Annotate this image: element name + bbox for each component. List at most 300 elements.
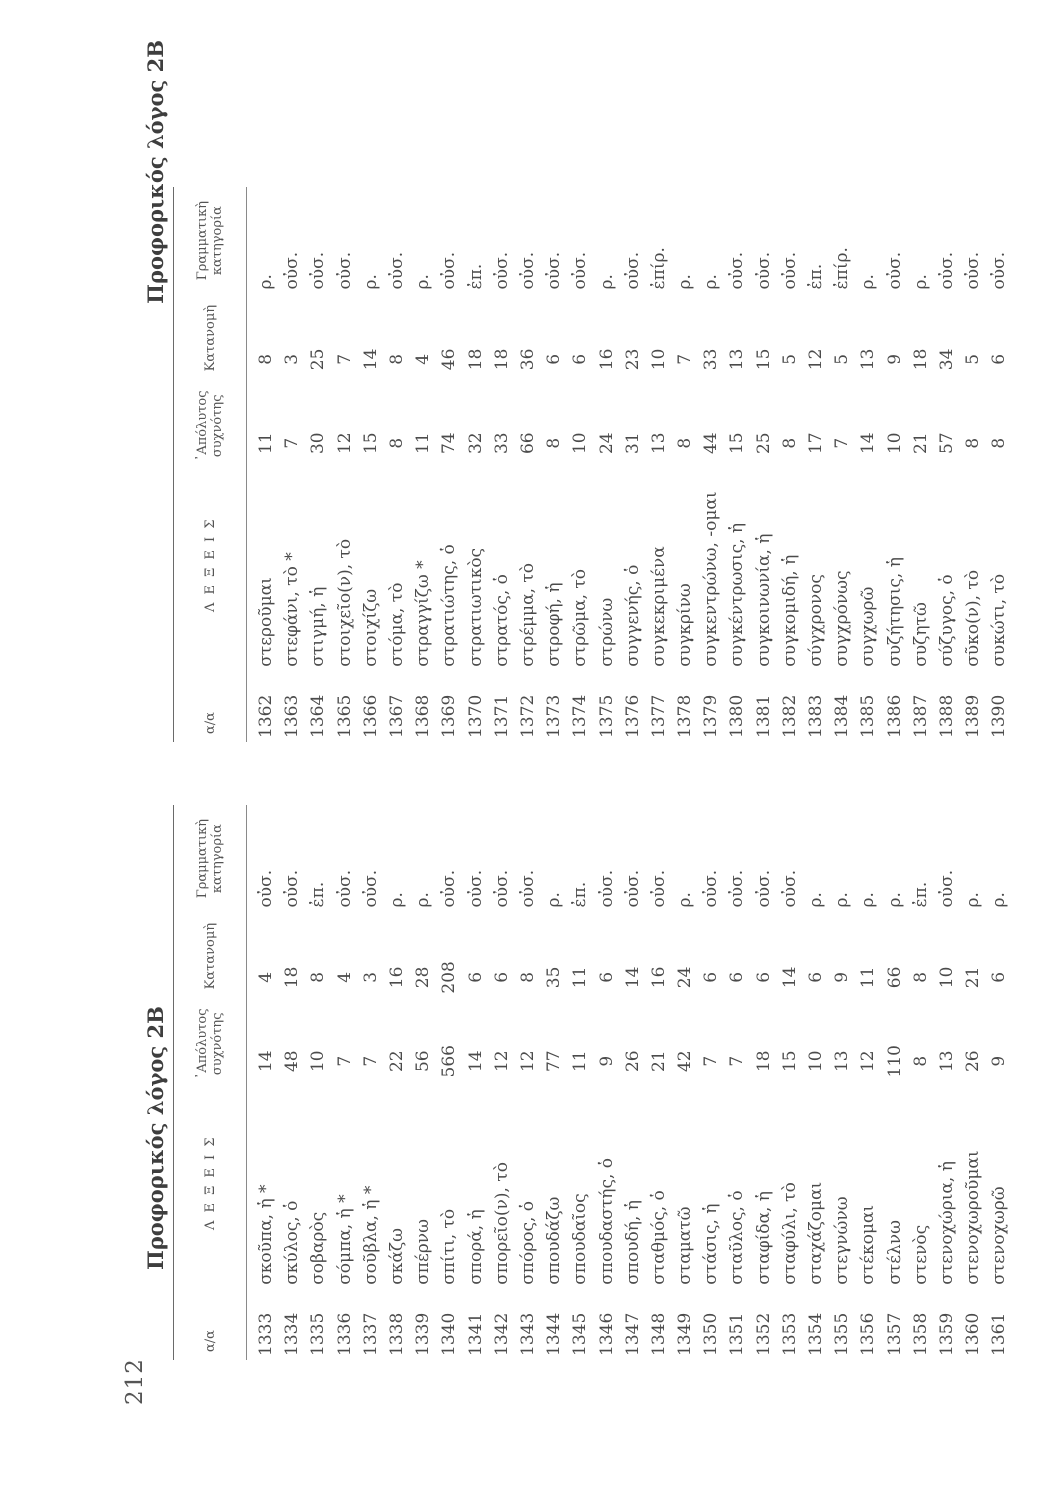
entry-category: ρ. xyxy=(675,892,696,908)
entry-frequency: 30 xyxy=(308,432,329,455)
entry-number: 1390 xyxy=(989,694,1010,738)
entry-distribution: 6 xyxy=(753,971,774,983)
table-row xyxy=(279,187,305,742)
entry-distribution: 5 xyxy=(832,353,853,365)
entry-frequency: 21 xyxy=(648,1050,669,1073)
entry-number: 1377 xyxy=(648,694,669,738)
header-freq-line2: συχνότης xyxy=(210,394,225,458)
entry-distribution: 3 xyxy=(360,971,381,983)
entry-number: 1350 xyxy=(701,1312,722,1356)
table-row xyxy=(489,805,515,1360)
entry-word: σύγχρονος xyxy=(806,574,827,667)
table-row xyxy=(855,187,881,742)
table-row xyxy=(436,187,462,742)
entry-word: σταῦλος, ὁ xyxy=(727,1190,748,1285)
table-row xyxy=(541,187,567,742)
entry-category: ἐπ. xyxy=(570,881,591,908)
entry-distribution: 25 xyxy=(308,348,329,371)
entry-distribution: 66 xyxy=(884,966,905,989)
entry-word: στραγγίζω * xyxy=(413,560,434,667)
entry-word: σπουδαῖος xyxy=(570,1193,591,1285)
table-row xyxy=(253,187,279,742)
entry-distribution: 46 xyxy=(439,348,460,371)
table-row xyxy=(410,805,436,1360)
entry-category: οὐσ. xyxy=(727,869,748,908)
entry-word: σπίτι, τὸ xyxy=(439,1208,460,1285)
entry-category: ρ. xyxy=(413,274,434,290)
entry-distribution: 16 xyxy=(648,966,669,989)
entry-category: οὐσ. xyxy=(779,251,800,290)
entry-category: οὐσ. xyxy=(282,251,303,290)
entry-frequency: 24 xyxy=(596,432,617,455)
entry-number: 1382 xyxy=(779,694,800,738)
entry-word: σόμπα, ἡ * xyxy=(334,1194,355,1285)
entry-word: στενοχώρια, ἡ xyxy=(936,1161,957,1285)
entry-word: στεφάνι, τὸ * xyxy=(282,552,303,667)
entry-category: ρ. xyxy=(910,274,931,290)
entry-distribution: 33 xyxy=(701,348,722,371)
entry-frequency: 9 xyxy=(989,1055,1010,1067)
entry-number: 1355 xyxy=(832,1312,853,1356)
entry-word: σταχάζομαι xyxy=(806,1181,827,1285)
entry-number: 1333 xyxy=(256,1312,277,1356)
word-table-right xyxy=(173,187,1012,742)
table-rows-left xyxy=(253,805,1012,1360)
entry-frequency: 66 xyxy=(517,432,538,455)
entry-number: 1337 xyxy=(360,1312,381,1356)
entry-word: συγκομιδή, ἡ xyxy=(779,554,800,667)
entry-number: 1375 xyxy=(596,694,617,738)
entry-word: σπουδαστής, ὁ xyxy=(596,1157,617,1285)
entry-number: 1338 xyxy=(387,1312,408,1356)
table-row xyxy=(960,805,986,1360)
table-header xyxy=(174,187,246,742)
header-freq-line2: συχνότης xyxy=(210,1012,225,1076)
entry-distribution: 5 xyxy=(963,353,984,365)
entry-distribution: 36 xyxy=(517,348,538,371)
table-row xyxy=(384,805,410,1360)
entry-distribution: 5 xyxy=(779,353,800,365)
entry-category: ρ. xyxy=(832,892,853,908)
entry-category: οὐσ. xyxy=(282,869,303,908)
entry-frequency: 22 xyxy=(387,1050,408,1073)
entry-category: ἐπ. xyxy=(910,881,931,908)
entry-number: 1374 xyxy=(570,694,591,738)
table-row xyxy=(515,187,541,742)
entry-distribution: 13 xyxy=(858,348,879,371)
table-row xyxy=(515,805,541,1360)
entry-number: 1361 xyxy=(989,1312,1010,1356)
table-row xyxy=(698,187,724,742)
entry-distribution: 35 xyxy=(544,966,565,989)
table-row xyxy=(829,187,855,742)
entry-word: σταφίδα, ἡ xyxy=(753,1191,774,1285)
entry-distribution: 4 xyxy=(413,353,434,365)
entry-frequency: 10 xyxy=(884,432,905,455)
running-title-right: Προφορικός λόγος 2Β xyxy=(143,40,168,304)
entry-word: στροφή, ἡ xyxy=(544,582,565,667)
entry-distribution: 23 xyxy=(622,348,643,371)
entry-category: οὐσ. xyxy=(570,251,591,290)
entry-number: 1345 xyxy=(570,1312,591,1356)
entry-frequency: 13 xyxy=(648,432,669,455)
table-row xyxy=(724,187,750,742)
entry-frequency: 10 xyxy=(806,1050,827,1073)
entry-number: 1360 xyxy=(963,1312,984,1356)
entry-distribution: 7 xyxy=(334,353,355,365)
table-row xyxy=(882,805,908,1360)
entry-word: σκάζω xyxy=(387,1228,408,1285)
entry-number: 1373 xyxy=(544,694,565,738)
table-row xyxy=(593,187,619,742)
entry-word: σύζυγος, ὁ xyxy=(936,574,957,667)
header-num: α/α xyxy=(202,1330,218,1352)
entry-number: 1387 xyxy=(910,694,931,738)
entry-distribution: 8 xyxy=(910,971,931,983)
table-row xyxy=(777,805,803,1360)
entry-number: 1346 xyxy=(596,1312,617,1356)
entry-category: οὐσ. xyxy=(544,251,565,290)
header-dist: Κατανομὴ xyxy=(202,304,218,372)
entry-frequency: 31 xyxy=(622,432,643,455)
entry-number: 1344 xyxy=(544,1312,565,1356)
entry-frequency: 12 xyxy=(858,1050,879,1073)
entry-category: ἐπ. xyxy=(308,881,329,908)
entry-frequency: 74 xyxy=(439,432,460,455)
entry-distribution: 6 xyxy=(701,971,722,983)
entry-frequency: 7 xyxy=(727,1055,748,1067)
entry-number: 1343 xyxy=(517,1312,538,1356)
header-freq xyxy=(195,382,225,470)
entry-number: 1381 xyxy=(753,694,774,738)
entry-frequency: 110 xyxy=(884,1045,905,1078)
header-cat xyxy=(195,805,225,912)
word-table-left xyxy=(173,805,1012,1360)
entry-word: στοιχεῖο(ν), τὸ xyxy=(334,538,355,667)
table-row xyxy=(436,805,462,1360)
entry-number: 1380 xyxy=(727,694,748,738)
entry-category: οὐσ. xyxy=(334,869,355,908)
entry-distribution: 4 xyxy=(334,971,355,983)
entry-number: 1366 xyxy=(360,694,381,738)
entry-frequency: 42 xyxy=(675,1050,696,1073)
entry-word: σταφύλι, τὸ xyxy=(779,1182,800,1285)
entry-word: στέλνω xyxy=(884,1220,905,1285)
entry-distribution: 14 xyxy=(622,966,643,989)
entry-word: στοιχίζω xyxy=(360,588,381,667)
entry-distribution: 18 xyxy=(282,966,303,989)
entry-number: 1348 xyxy=(648,1312,669,1356)
entry-category: ρ. xyxy=(884,892,905,908)
entry-frequency: 7 xyxy=(832,437,853,449)
entry-distribution: 34 xyxy=(936,348,957,371)
entry-distribution: 6 xyxy=(806,971,827,983)
entry-category: οὐσ. xyxy=(360,869,381,908)
entry-word: στρῶμα, τὸ xyxy=(570,568,591,667)
entry-distribution: 11 xyxy=(570,966,591,989)
entry-number: 1349 xyxy=(675,1312,696,1356)
entry-category: ρ. xyxy=(806,892,827,908)
entry-frequency: 33 xyxy=(491,432,512,455)
entry-word: συγκεκριμένα xyxy=(648,546,669,667)
table-row xyxy=(463,805,489,1360)
header-cat-line1: Γραμματικὴ xyxy=(195,818,210,899)
entry-number: 1358 xyxy=(910,1312,931,1356)
entry-distribution: 6 xyxy=(570,353,591,365)
entry-frequency: 32 xyxy=(465,432,486,455)
table-row xyxy=(882,187,908,742)
entry-number: 1386 xyxy=(884,694,905,738)
entry-number: 1379 xyxy=(701,694,722,738)
entry-number: 1372 xyxy=(517,694,538,738)
entry-frequency: 8 xyxy=(910,1055,931,1067)
table-row xyxy=(410,187,436,742)
entry-category: οὐσ. xyxy=(622,869,643,908)
entry-word: συγχρόνως xyxy=(832,570,853,667)
entry-distribution: 9 xyxy=(832,971,853,983)
table-row xyxy=(986,187,1012,742)
table-row xyxy=(567,187,593,742)
entry-number: 1378 xyxy=(675,694,696,738)
table-row xyxy=(803,805,829,1360)
entry-category: οὐσ. xyxy=(779,869,800,908)
header-num: α/α xyxy=(202,712,218,734)
entry-category: ρ. xyxy=(387,892,408,908)
entry-word: στάσις, ἡ xyxy=(701,1203,722,1285)
entry-word: σοῦβλα, ἡ * xyxy=(360,1185,381,1285)
table-row xyxy=(567,805,593,1360)
header-rule xyxy=(246,187,247,742)
table-row xyxy=(332,187,358,742)
table-rows-right xyxy=(253,187,1012,742)
entry-frequency: 566 xyxy=(439,1045,460,1078)
table-row xyxy=(463,187,489,742)
entry-frequency: 7 xyxy=(701,1055,722,1067)
table-row xyxy=(384,187,410,742)
entry-number: 1362 xyxy=(256,694,277,738)
table-row xyxy=(698,805,724,1360)
entry-category: οὐσ. xyxy=(753,869,774,908)
entry-category: ρ. xyxy=(675,274,696,290)
entry-category: ρ. xyxy=(701,274,722,290)
entry-distribution: 28 xyxy=(413,966,434,989)
entry-word: στόμα, τὸ xyxy=(387,582,408,667)
entry-number: 1363 xyxy=(282,694,303,738)
table-row xyxy=(672,805,698,1360)
entry-category: οὐσ. xyxy=(884,251,905,290)
entry-category: οὐσ. xyxy=(491,251,512,290)
entry-word: σταματῶ xyxy=(675,1206,696,1285)
entry-word: στρατός, ὁ xyxy=(491,574,512,667)
entry-word: στεγνώνω xyxy=(832,1196,853,1285)
entry-category: ἐπίρ. xyxy=(648,247,669,290)
table-row xyxy=(305,805,331,1360)
entry-frequency: 11 xyxy=(413,432,434,455)
entry-number: 1376 xyxy=(622,694,643,738)
entry-frequency: 8 xyxy=(779,437,800,449)
entry-frequency: 21 xyxy=(910,432,931,455)
table-row xyxy=(855,805,881,1360)
entry-distribution: 6 xyxy=(596,971,617,983)
entry-word: συγγενής, ὁ xyxy=(622,564,643,667)
table-row xyxy=(646,187,672,742)
entry-category: ρ. xyxy=(544,892,565,908)
entry-category: ἐπ. xyxy=(465,263,486,290)
entry-frequency: 14 xyxy=(256,1050,277,1073)
entry-word: συγκοινωνία, ἡ xyxy=(753,533,774,667)
entry-distribution: 18 xyxy=(491,348,512,371)
entry-category: οὐσ. xyxy=(256,869,277,908)
entry-distribution: 21 xyxy=(963,966,984,989)
entry-distribution: 18 xyxy=(910,348,931,371)
entry-word: συζητῶ xyxy=(910,602,931,667)
entry-category: οὐσ. xyxy=(648,869,669,908)
entry-distribution: 6 xyxy=(544,353,565,365)
table-row xyxy=(934,187,960,742)
table-row xyxy=(620,187,646,742)
entry-category: οὐσ. xyxy=(727,251,748,290)
table-row xyxy=(541,805,567,1360)
entry-distribution: 12 xyxy=(806,348,827,371)
entry-number: 1347 xyxy=(622,1312,643,1356)
entry-number: 1383 xyxy=(806,694,827,738)
entry-distribution: 14 xyxy=(779,966,800,989)
header-freq-line1: ᾿Απόλυτος xyxy=(195,1008,210,1080)
entry-frequency: 7 xyxy=(360,1055,381,1067)
entry-category: οὐσ. xyxy=(517,869,538,908)
entry-category: οὐσ. xyxy=(596,869,617,908)
entry-number: 1356 xyxy=(858,1312,879,1356)
entry-word: σπόρος, ὁ xyxy=(517,1200,538,1285)
entry-distribution: 208 xyxy=(439,961,460,994)
entry-category: ρ. xyxy=(858,274,879,290)
table-row xyxy=(305,187,331,742)
table-row xyxy=(593,805,619,1360)
entry-word: σπουδάζω xyxy=(544,1196,565,1285)
entry-category: οὐσ. xyxy=(936,869,957,908)
entry-word: στρατιωτικὸς xyxy=(465,547,486,667)
entry-word: σταθμός, ὁ xyxy=(648,1190,669,1285)
entry-word: στενοχωροῦμαι xyxy=(963,1150,984,1285)
entry-category: οὐσ. xyxy=(936,251,957,290)
header-dist: Κατανομὴ xyxy=(202,922,218,990)
entry-word: στενὸς xyxy=(910,1224,931,1285)
entry-category: ρ. xyxy=(963,892,984,908)
table-row xyxy=(803,187,829,742)
table-row xyxy=(279,805,305,1360)
entry-category: οὐσ. xyxy=(989,251,1010,290)
entry-frequency: 8 xyxy=(963,437,984,449)
entry-number: 1352 xyxy=(753,1312,774,1356)
header-cat xyxy=(195,187,225,294)
entry-word: σπέρνω xyxy=(413,1219,434,1285)
entry-frequency: 25 xyxy=(753,432,774,455)
entry-word: στρέμμα, τὸ xyxy=(517,562,538,667)
entry-category: οὐσ. xyxy=(465,869,486,908)
entry-category: ρ. xyxy=(256,274,277,290)
table-row xyxy=(489,187,515,742)
entry-distribution: 18 xyxy=(465,348,486,371)
table-row xyxy=(358,805,384,1360)
entry-word: στρατιώτης, ὁ xyxy=(439,544,460,667)
entry-distribution: 15 xyxy=(753,348,774,371)
entry-distribution: 24 xyxy=(675,966,696,989)
entry-frequency: 77 xyxy=(544,1050,565,1073)
table-row xyxy=(829,805,855,1360)
entry-word: στέκομαι xyxy=(858,1204,879,1285)
entry-frequency: 10 xyxy=(570,432,591,455)
table-row xyxy=(751,805,777,1360)
entry-frequency: 14 xyxy=(465,1050,486,1073)
table-row xyxy=(724,805,750,1360)
entry-word: σοβαρὸς xyxy=(308,1211,329,1285)
entry-word: σκοῦπα, ἡ * xyxy=(256,1184,277,1285)
entry-category: οὐσ. xyxy=(439,251,460,290)
entry-word: συγκρίνω xyxy=(675,583,696,667)
entry-distribution: 16 xyxy=(387,966,408,989)
entry-number: 1385 xyxy=(858,694,879,738)
entry-number: 1351 xyxy=(727,1312,748,1356)
table-row xyxy=(960,187,986,742)
table-row xyxy=(934,805,960,1360)
entry-frequency: 15 xyxy=(779,1050,800,1073)
entry-frequency: 7 xyxy=(282,437,303,449)
header-freq-line1: ᾿Απόλυτος xyxy=(195,390,210,462)
entry-category: ρ. xyxy=(989,892,1010,908)
entry-category: οὐσ. xyxy=(701,869,722,908)
table-row xyxy=(777,187,803,742)
entry-distribution: 13 xyxy=(727,348,748,371)
entry-category: ρ. xyxy=(413,892,434,908)
table-row xyxy=(358,187,384,742)
entry-frequency: 15 xyxy=(360,432,381,455)
entry-number: 1341 xyxy=(465,1312,486,1356)
entry-distribution: 8 xyxy=(256,353,277,365)
entry-frequency: 11 xyxy=(570,1050,591,1073)
entry-frequency: 7 xyxy=(334,1055,355,1067)
entry-frequency: 56 xyxy=(413,1050,434,1073)
entry-frequency: 9 xyxy=(596,1055,617,1067)
entry-number: 1364 xyxy=(308,694,329,738)
entry-category: ρ. xyxy=(360,274,381,290)
header-cat-line1: Γραμματικὴ xyxy=(195,200,210,281)
entry-word: συγκεντρώνω, -ομαι xyxy=(701,491,722,667)
entry-number: 1371 xyxy=(491,694,512,738)
entry-distribution: 10 xyxy=(648,348,669,371)
entry-word: στιγμή, ἡ xyxy=(308,586,329,667)
entry-distribution: 11 xyxy=(858,966,879,989)
entry-number: 1367 xyxy=(387,694,408,738)
entry-category: οὐσ. xyxy=(491,869,512,908)
entry-category: οὐσ. xyxy=(622,251,643,290)
entry-category: ρ. xyxy=(596,274,617,290)
entry-number: 1384 xyxy=(832,694,853,738)
entry-word: συκώτι, τὸ xyxy=(989,573,1010,667)
entry-frequency: 11 xyxy=(256,432,277,455)
header-word: Λ Ε Ξ Ε Ι Σ xyxy=(202,1135,218,1230)
entry-distribution: 6 xyxy=(491,971,512,983)
entry-frequency: 48 xyxy=(282,1050,303,1073)
entry-frequency: 12 xyxy=(491,1050,512,1073)
entry-category: οὐσ. xyxy=(963,251,984,290)
entry-distribution: 6 xyxy=(989,353,1010,365)
entry-frequency: 10 xyxy=(308,1050,329,1073)
entry-distribution: 10 xyxy=(936,966,957,989)
table-row xyxy=(986,805,1012,1360)
table-row xyxy=(646,805,672,1360)
table-row xyxy=(908,805,934,1360)
entry-category: ἐπ. xyxy=(806,263,827,290)
